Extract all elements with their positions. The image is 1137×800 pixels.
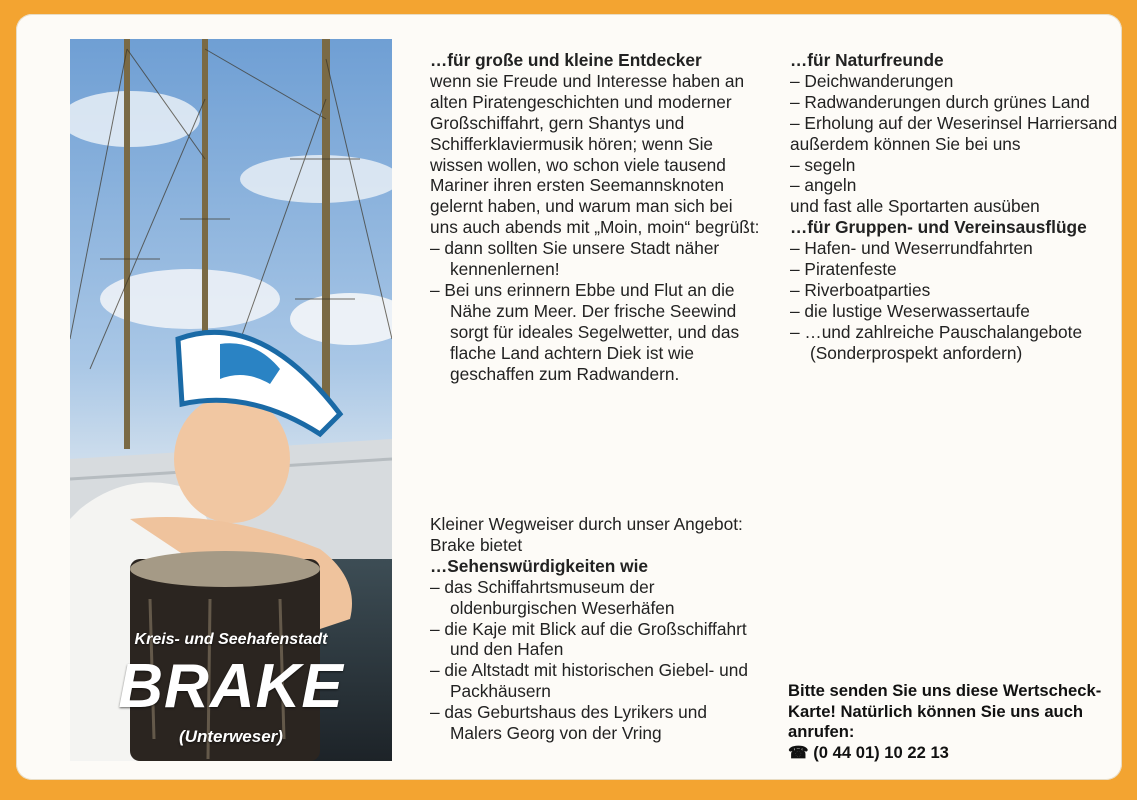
section-heading: …für große und kleine Entdecker: [430, 50, 702, 70]
list-item: – die Kaje mit Blick auf die Großschiffahrt und den Hafen: [430, 618, 747, 660]
section-heading: …Sehenswürdigkeiten wie: [430, 555, 648, 576]
section-heading: …für Gruppen- und Vereinsausflüge: [790, 217, 1087, 238]
list-item: – segeln: [790, 154, 856, 175]
list-item: – die Altstadt mit historischen Giebel- und Packhäusern: [430, 660, 748, 702]
body-text: Brake bietet: [430, 534, 523, 555]
nature-and-groups-section: [790, 50, 1120, 364]
section-intro: wenn sie Freude und Interesse haben an alten Piratengeschichten und moderner Großschiffahrt, gern Shantys und Schifferklaviermusik hören; wenn Sie wissen wollen, wo schon viele tausend Mariner ihren ersten Seemannsknoten gelernt haben, und warum man sich bei uns auch abends mit „Moin, moin“ begrüßt:: [430, 70, 760, 238]
closing-text: Bitte senden Sie uns diese Wertscheck-Karte! Natürlich können Sie uns auch anrufen:: [788, 681, 1102, 741]
discoverers-section: [430, 50, 760, 385]
list-item: – Radwanderungen durch grünes Land: [790, 91, 1090, 112]
list-item: – Erholung auf der Weserinsel Harriersand: [790, 112, 1118, 133]
call-to-action: [788, 681, 1108, 763]
body-text: und fast alle Sportarten ausüben: [790, 196, 1040, 217]
list-item: – Hafen- und Weserrundfahrten: [790, 238, 1033, 259]
list-item: – das Geburtshaus des Lyrikers und Malers Georg von der Vring: [430, 702, 707, 744]
list-item: – die lustige Weserwassertaufe: [790, 300, 1030, 321]
list-item: – dann sollten Sie unsere Stadt näher kennenlernen!: [430, 238, 720, 280]
list-item: – Deichwanderungen: [790, 70, 954, 91]
list-item: – angeln: [790, 175, 857, 196]
list-item: – Riverboatparties: [790, 279, 931, 300]
section-heading: …für Naturfreunde: [790, 50, 944, 70]
postcard: [16, 14, 1122, 780]
region-label: (Unterweser): [179, 727, 283, 746]
cover-photo: [70, 39, 392, 761]
list-item: – Bei uns erinnern Ebbe und Flut an die Nähe zum Meer. Der frische Seewind sorgt für ideales Segelwetter, und das flache Land achtern Diek ist wie geschaffen zum Radwandern.: [430, 279, 740, 384]
sights-section: [430, 514, 760, 744]
city-name: BRAKE: [118, 652, 344, 721]
list-item: – das Schiffahrtsmuseum der oldenburgischen Weserhäfen: [430, 576, 675, 618]
body-text: außerdem können Sie bei uns: [790, 133, 1021, 154]
section-intro: Kleiner Wegweiser durch unser Angebot:: [430, 514, 743, 534]
photo-subtitle: Kreis- und Seehafenstadt: [134, 631, 328, 648]
list-item: – Piratenfeste: [790, 259, 897, 280]
phone-number: ☎ (0 44 01) 10 22 13: [788, 742, 949, 762]
list-item: – …und zahlreiche Pauschalangebote (Sonderprospekt anfordern): [790, 321, 1083, 363]
